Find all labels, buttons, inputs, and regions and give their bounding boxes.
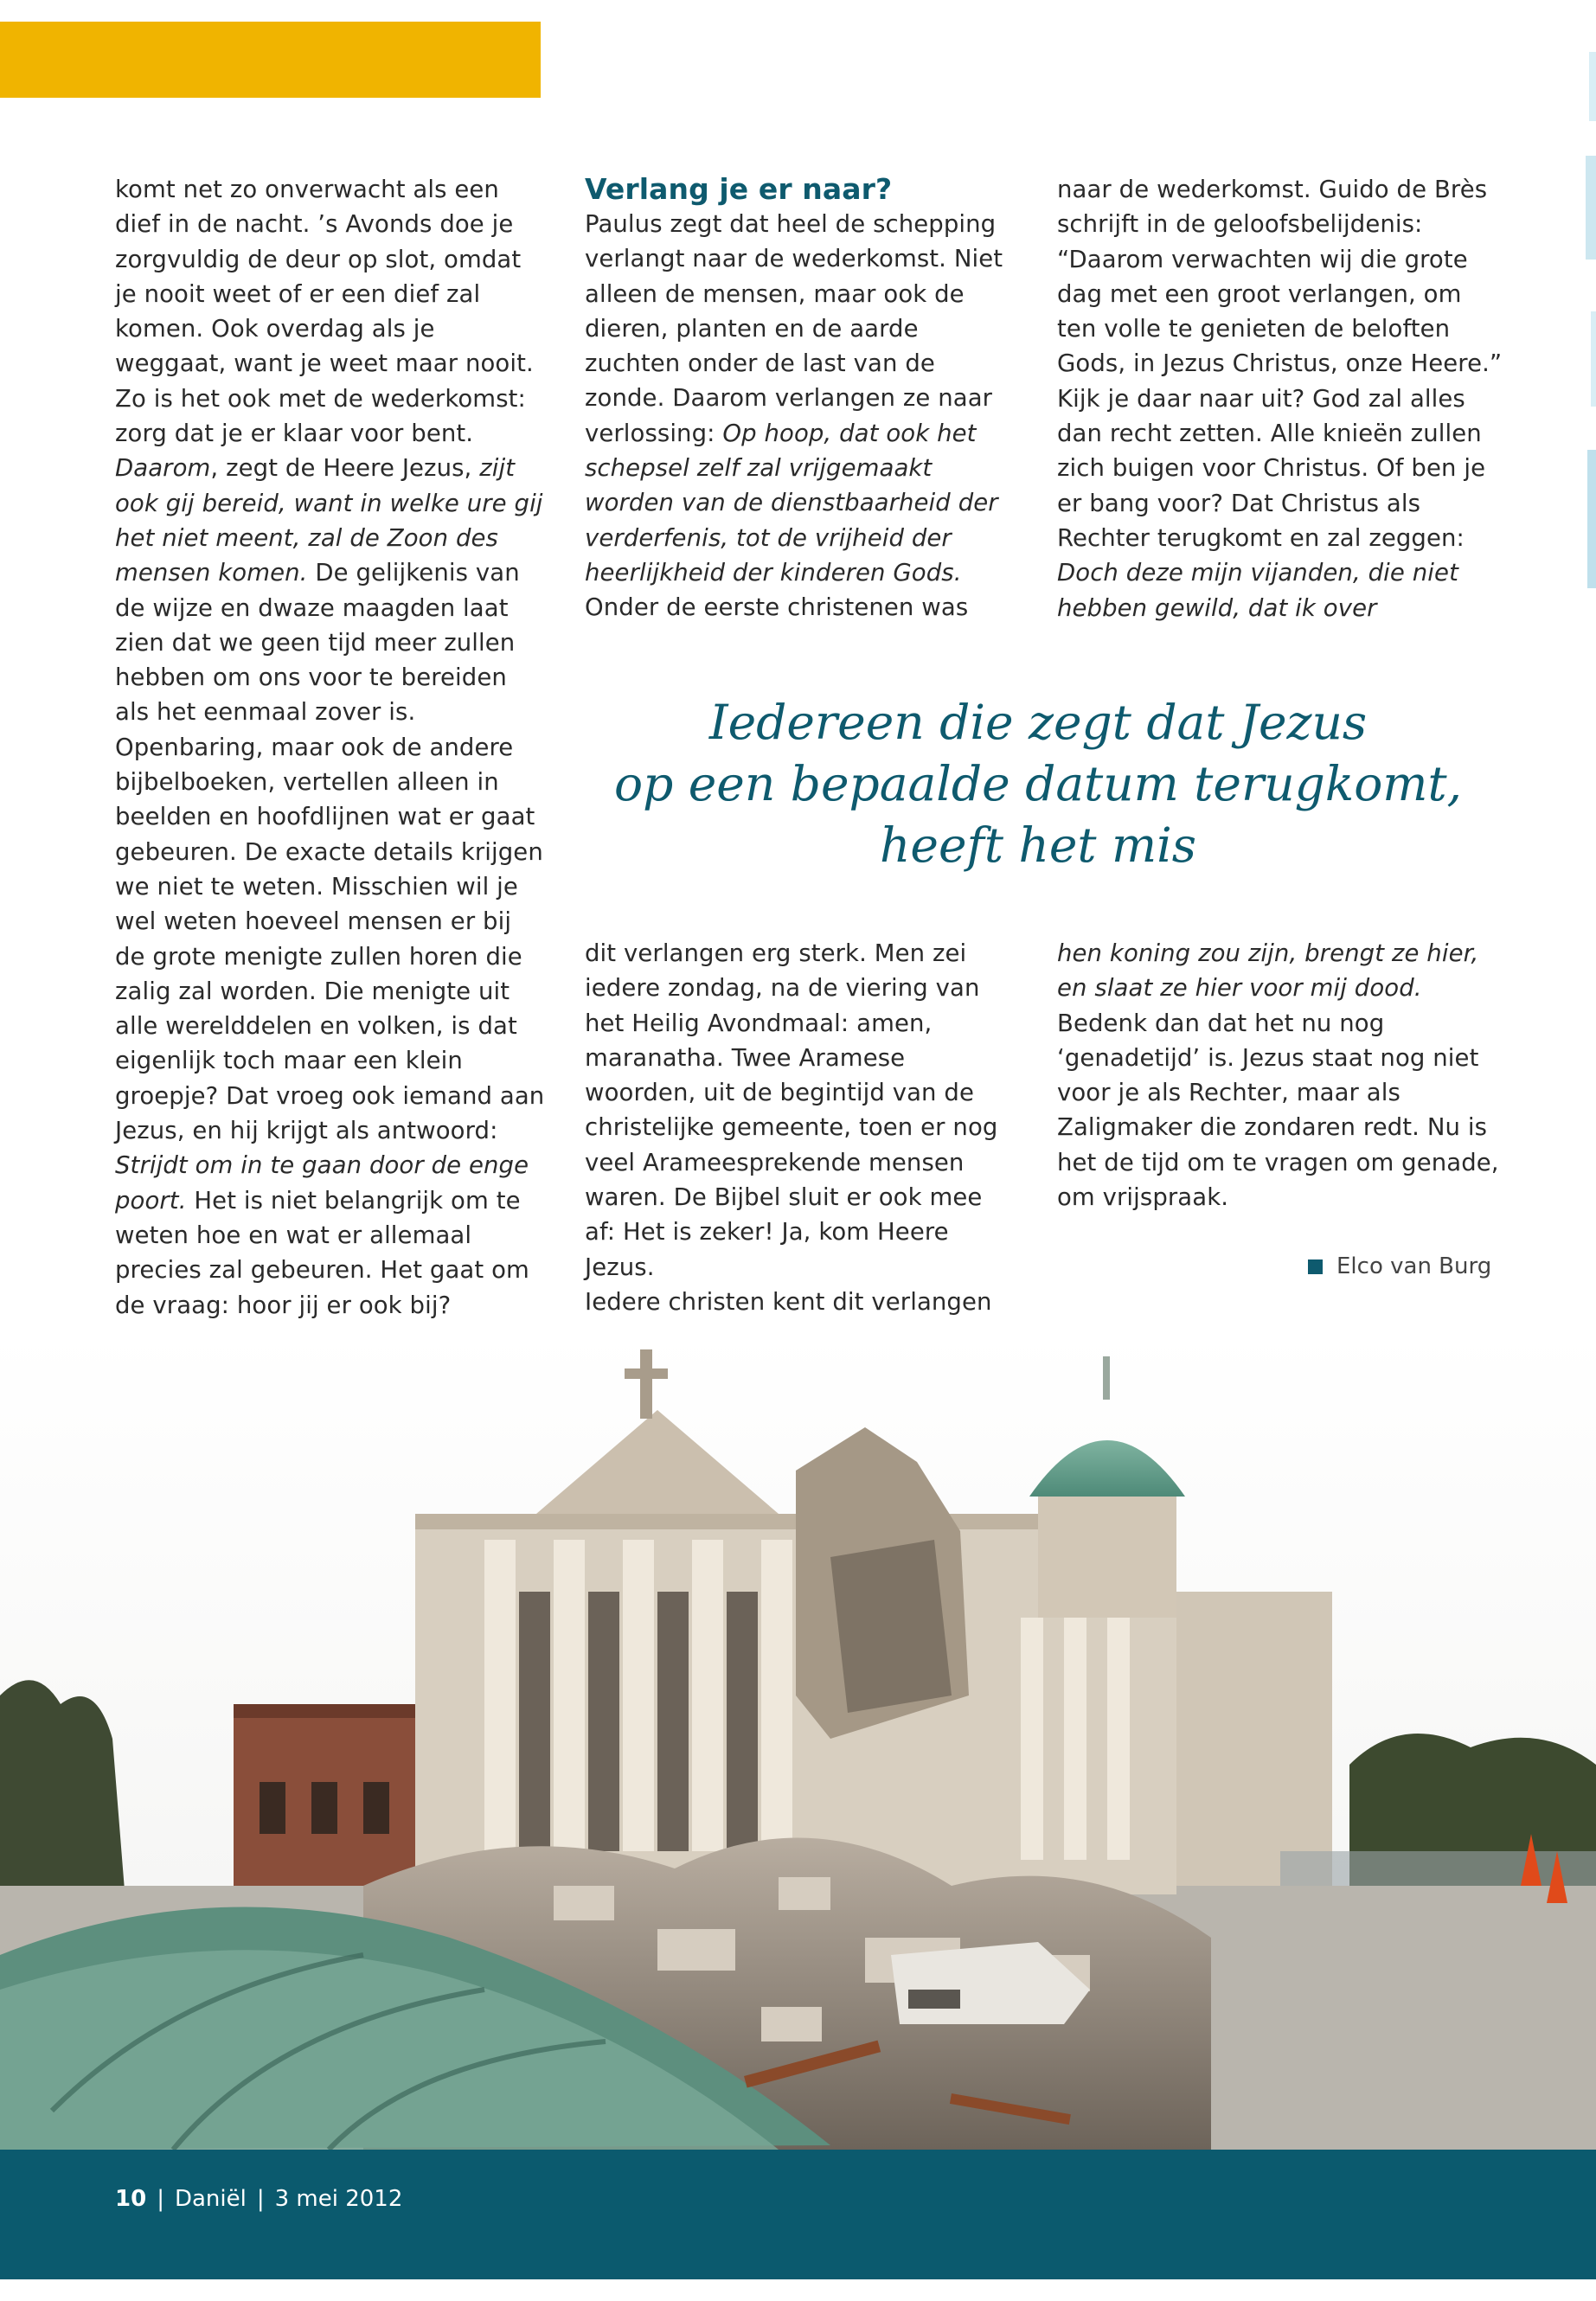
pull-quote-line: heeft het mis: [880, 817, 1196, 873]
paragraph: Onder de eerste christenen was: [585, 593, 969, 622]
article-column-2: [585, 172, 1017, 625]
article-column-1: [115, 172, 548, 1323]
paragraph: Iedere christen kent dit verlangen: [585, 1287, 992, 1316]
page-number: 10: [115, 2186, 147, 2212]
issue-date: 3 mei 2012: [274, 2186, 403, 2212]
section-heading: Verlang je er naar?: [585, 172, 893, 206]
paragraph: dit verlangen erg sterk. Men zei iedere zondag, na de viering van het Heilig Avondmaal: amen, maranatha. Twee Aramese woorden, uit de begintijd van de christelijke gemeente, toen er nog veel Arameesprekende mensen waren. De Bijbel sluit er ook mee af: Het is zeker! Ja, kom Heere Jezus.: [585, 939, 998, 1281]
author-name: Elco van Burg: [1336, 1253, 1492, 1279]
paragraph: Paulus zegt dat heel de schepping verlangt naar de wederkomst. Niet alleen de mensen, maar ook de dieren, planten en de aarde zuchten onder de last van de zonde. Daarom verlangen ze naar verlossing: Op hoop, dat ook het schepsel zelf zal vrijgemaakt worden van de dienstbaarheid der verderfenis, tot de vrijheid der heerlijkheid der kinderen Gods.: [585, 210, 1003, 586]
paragraph: naar de wederkomst. Guido de Brès schrijft in de geloofsbelijdenis: “Daarom verwachten wij die grote dag met een groot verlangen, om ten volle te genieten de beloften Gods, in Jezus Christus, onze Heere.” Kijk je daar naar uit? God zal alles dan recht zetten. Alle knieën zullen zich buigen voor Christus. Of ben je er bang voor? Dat Christus als Rechter terugkomt en zal zeggen: Doch deze mijn vijanden, die niet hebben gewild, dat ik over: [1057, 176, 1503, 622]
page-footer-band: [0, 2150, 1596, 2279]
author-byline: [1308, 1253, 1491, 1279]
cathedral-ruins-photo: [0, 1332, 1596, 2150]
edge-decoration: [1577, 0, 1596, 657]
article-column-3: [1057, 172, 1507, 625]
page-footer: 10 | Daniël | 3 mei 2012: [115, 2186, 403, 2212]
pull-quote-line: Iedereen die zegt dat Jezus: [708, 695, 1368, 750]
paragraph: hen koning zou zijn, brengt ze hier, en slaat ze hier voor mij dood. Bedenk dan dat het nu nog ‘genadetijd’ is. Jezus staat nog niet voor je als Rechter, maar als Zaligmaker die zondaren redt. Nu is het de tijd om te vragen om genade, om vrijspraak.: [1057, 939, 1499, 1212]
pull-quote-line: op een bepaalde datum terugkomt,: [613, 756, 1463, 811]
paragraph: komt net zo onverwacht als een dief in de nacht. ’s Avonds doe je zorgvuldig de deur op slot, omdat je nooit weet of er een dief zal komen. Ook overdag als je weggaat, want je weet maar nooit. Zo is het ook met de wederkomst: zorg dat je er klaar voor bent. Daarom, zegt de Heere Jezus, zijt ook gij bereid, want in welke ure gij het niet meent, zal de Zoon des mensen komen. De gelijkenis van de wijze en dwaze maagden laat zien dat we geen tijd meer zullen hebben om ons voor te bereiden als het eenmaal zover is. Openbaring, maar ook de andere bijbelboeken, vertellen alleen in beelden en hoofdlijnen wat er gaat gebeuren. De exacte details krijgen we niet te weten. Misschien wil je wel weten hoeveel mensen er bij de grote menigte zullen horen die zalig zal worden. Die menigte uit alle werelddelen en volken, is dat eigenlijk toch maar een klein groepje? Dat vroeg ook iemand aan Jezus, en hij krijgt als antwoord: Strijdt om in te gaan door de enge poort. Het is niet belangrijk om te weten hoe en wat er allemaal precies zal gebeuren. Het gaat om de vraag: hoor jij er ook bij?: [115, 176, 545, 1319]
article-column-3-continued: [1057, 936, 1507, 1215]
byline-square-icon: [1308, 1259, 1323, 1274]
pull-quote: [597, 692, 1479, 876]
article-column-2-continued: [585, 936, 1017, 1319]
accent-bar: [0, 22, 541, 98]
magazine-name: Daniël: [174, 2186, 247, 2212]
